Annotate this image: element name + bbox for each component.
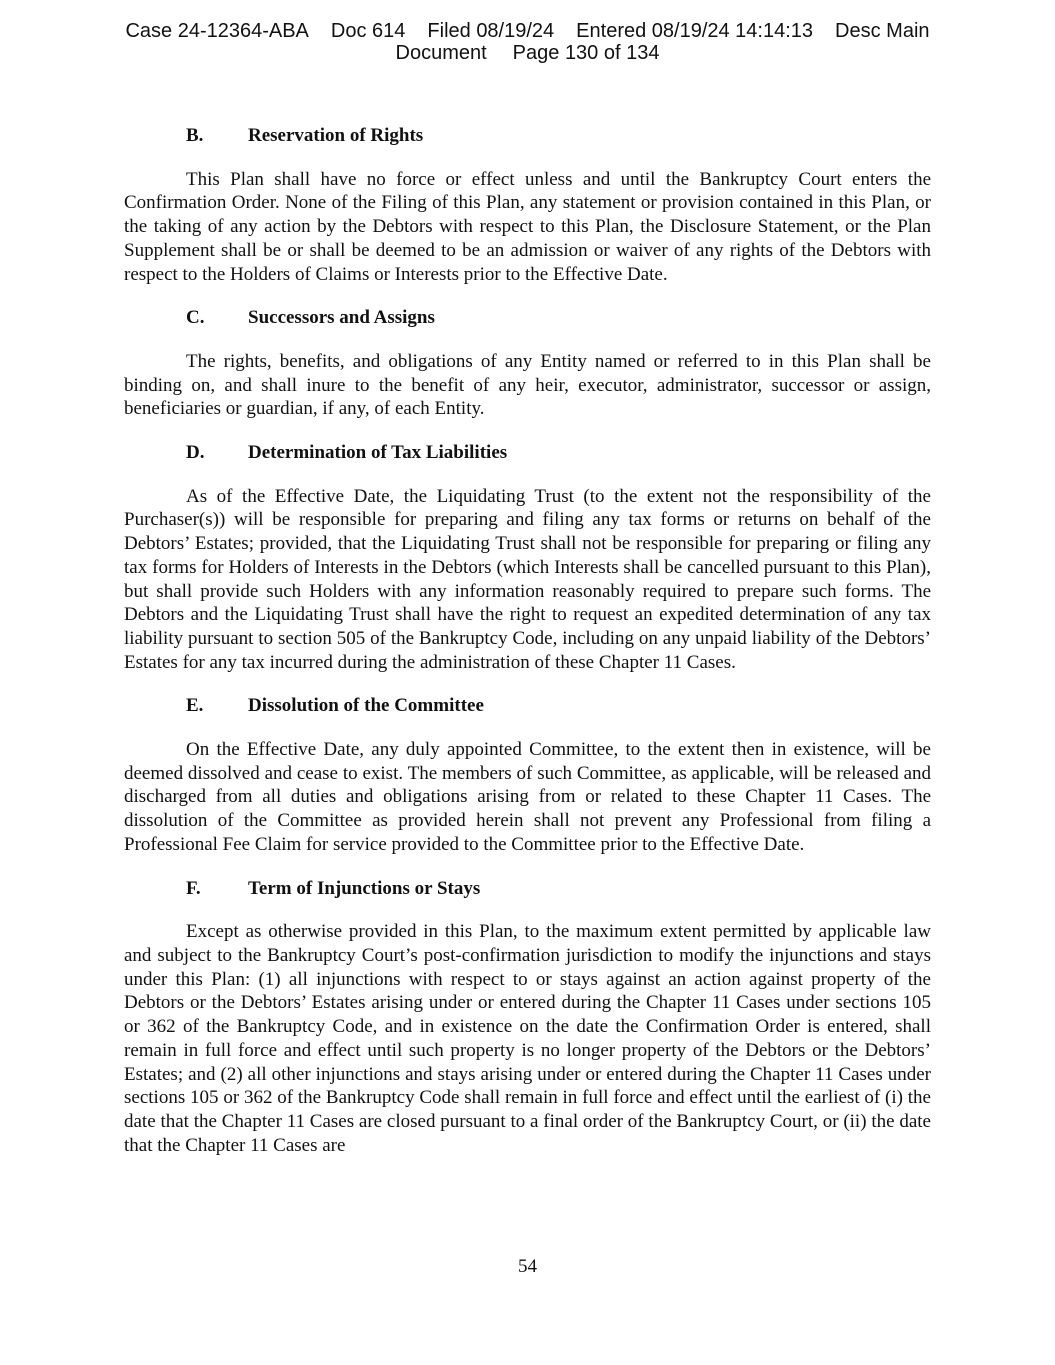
header-line-2 [0, 42, 1055, 64]
doc-number: Doc 614 [330, 20, 406, 42]
section-heading [124, 441, 931, 465]
section-heading [124, 306, 931, 330]
section-letter: F. [186, 877, 201, 899]
document-label: Document [395, 42, 487, 64]
page-indicator: Page 130 of 134 [512, 42, 660, 64]
filed-date: Filed 08/19/24 [427, 20, 555, 42]
page-number: 54 [518, 1256, 537, 1277]
section-term-of-injunctions [124, 877, 931, 1158]
section-letter: C. [186, 307, 205, 329]
desc-label: Desc Main [835, 20, 930, 42]
section-paragraph: This Plan shall have no force or effect unless and until the Bankruptcy Court enters the Confirmation Order. None of the Filing of this Plan, any statement or provision contained in this Plan, or the taking of any action by the Debtors with respect to this Plan, the Disclosure Statement, or the Plan Supplement shall be or shall be deemed to be an admission or waiver of any rights of the Debtors with respect to the Holders of Claims or Interests prior to the Effective Date. [124, 168, 931, 285]
entered-date: Entered 08/19/24 14:14:13 [576, 20, 814, 42]
section-title: Reservation of Rights [248, 125, 424, 146]
section-reservation-of-rights [124, 124, 931, 286]
section-letter: D. [186, 442, 205, 464]
section-heading [124, 694, 931, 718]
section-paragraph: Except as otherwise provided in this Plan, to the maximum extent permitted by applicable law and subject to the Bankruptcy Court’s post-confirmation jurisdiction to modify the injunctions and stays under this Plan: (1) all injunctions with respect to or stays against an action against property of the Debtors or the Debtors’ Estates arising under or entered during the Chapter 11 Cases under sections 105 or 362 of the Bankruptcy Code, and in existence on the date the Confirmation Order is entered, shall remain in full force and effect until such property is no longer property of the Debtors or the Debtors’ Estates; and (2) all other injunctions and stays arising under or entered during the Chapter 11 Cases under sections 105 or 362 of the Bankruptcy Code shall remain in full force and effect until the earliest of (i) the date that the Chapter 11 Cases are closed pursuant to a final order of the Bankruptcy Court, or (ii) the date that the Chapter 11 Cases are [124, 921, 931, 1156]
section-tax-liabilities [124, 441, 931, 674]
section-successors-and-assigns [124, 306, 931, 421]
section-title: Determination of Tax Liabilities [248, 442, 508, 464]
document-body [124, 124, 931, 1177]
section-paragraph: As of the Effective Date, the Liquidating Trust (to the extent not the responsibility of the Purchaser(s)) will be responsible for preparing and filing any tax forms or returns on behalf of the Debtors’ Estates; provided, that the Liquidating Trust shall not be responsible for preparing or filing any tax forms for Holders of Interests in the Debtors (which Interests shall be cancelled pursuant to this Plan), but shall provide such Holders with any information reasonably required to prepare such forms. The Debtors and the Liquidating Trust shall have the right to request an expedited determination of any tax liability pursuant to section 505 of the Bankruptcy Code, including on any unpaid liability of the Debtors’ Estates for any tax incurred during the administration of these Chapter 11 Cases. [124, 485, 931, 673]
section-heading [124, 877, 931, 901]
section-title: Successors and Assigns [248, 307, 435, 329]
section-letter: B. [186, 125, 204, 146]
case-number: Case 24-12364-ABA [125, 20, 309, 42]
section-paragraph: The rights, benefits, and obligations of any Entity named or referred to in this Plan shall be binding on, and shall inure to the benefit of any heir, executor, administrator, successor or assign, beneficiaries or guardian, if any, of each Entity. [124, 350, 931, 420]
section-paragraph: On the Effective Date, any duly appointed Committee, to the extent then in existence, will be deemed dissolved and cease to exist. The members of such Committee, as applicable, will be released and discharged from all duties and obligations arising from or related to these Chapter 11 Cases. The dissolution of the Committee as provided herein shall not prevent any Professional from filing a Professional Fee Claim for service provided to the Committee prior to the Effective Date. [124, 739, 931, 855]
section-title: Dissolution of the Committee [248, 695, 484, 717]
section-heading [124, 124, 931, 148]
section-dissolution-of-committee [124, 694, 931, 856]
section-title: Term of Injunctions or Stays [248, 877, 481, 899]
header-line-1 [0, 20, 1055, 42]
court-filing-header [0, 20, 1055, 64]
section-letter: E. [186, 695, 204, 717]
